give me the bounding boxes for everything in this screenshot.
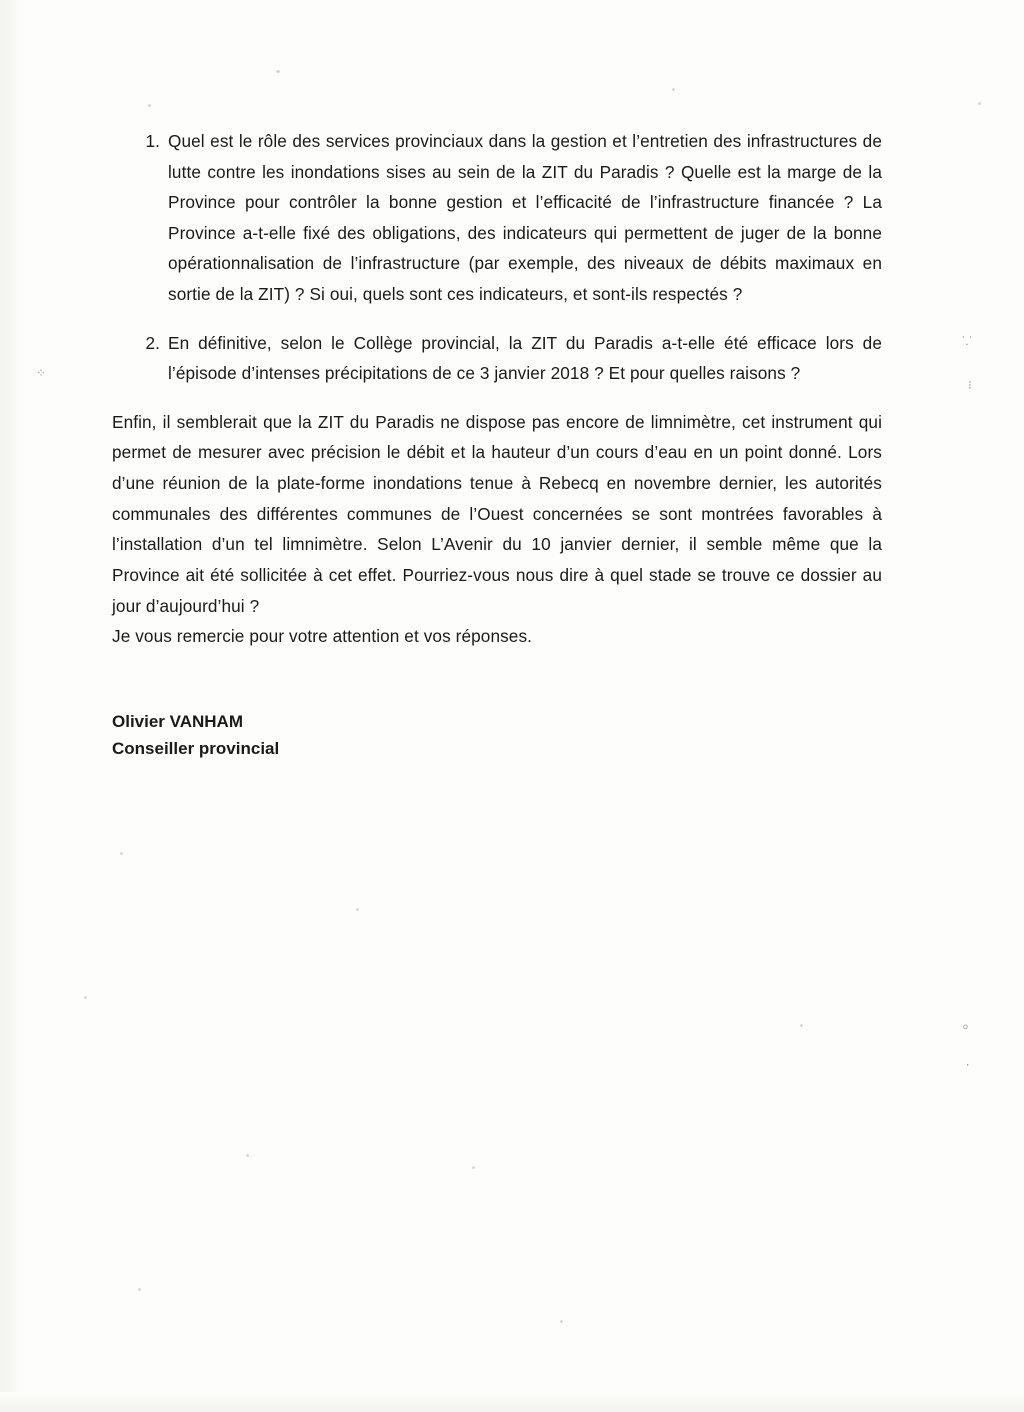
scan-mark: ⁘ [36,366,47,380]
paragraph-limnimetre: Enfin, il semblerait que la ZIT du Paradis ne dispose pas encore de limnimètre, cet instrument qui permet de mesurer avec précision le débit et la hauteur d’un cours d’eau en un point donné. Lors d’une réunion de la plate-forme inondations tenue à Rebecq en novembre dernier, les autorités communales des différentes communes de l’Ouest concernées se sont montrées favorables à l’installation d’un tel limnimètre. Selon L’Avenir du 10 janvier dernier, il semble même que la Province ait été sollicitée à cet effet. Pourriez-vous nous dire à quel stade se trouve ce dossier au jour d’aujourd’hui ? [112,411,882,616]
page-edge-shadow-left [0,0,26,1412]
scan-mark: ⸪ [962,334,972,348]
scan-mark: ⸰ [962,1020,969,1034]
scan-speck [978,102,981,105]
signature-block [112,708,882,763]
scan-speck [120,852,123,855]
scan-speck [560,1320,563,1323]
scan-mark: ⸱ [966,1058,970,1072]
signature-name: Olivier VANHAM [112,711,243,731]
scan-mark: ⁝ [968,378,972,392]
list-item-text: Quel est le rôle des services provinciaux dans la gestion et l’entretien des infrastructures de lutte contre les inondations sises au sein de la ZIT du Paradis ? Quelle est la marge de la Province pour contrôler la bonne gestion et l’efficacité de l’infrastructure financée ? La Province a-t-elle fixé des obligations, des indicateurs qui permettent de juger de la bonne opérationnalisation de l’infrastructure (par exemple, des niveaux de débits maximaux en sortie de la ZIT) ? Si oui, quels sont ces indicateurs, et sont-ils respectés ? [168,131,882,305]
list-item-number: 1. [145,131,160,151]
paragraph-closing: Je vous remercie pour votre attention et vos réponses. [112,626,533,647]
scan-speck [276,70,280,73]
list-item [112,328,882,389]
scan-speck [672,88,675,91]
page-edge-shadow-bottom [0,1392,1024,1412]
document-body [112,126,882,763]
scan-speck [472,1166,475,1169]
list-item-text: En définitive, selon le Collège provincial, la ZIT du Paradis a-t-elle été efficace lors de l’épisode d’intenses précipitations de ce 3 janvier 2018 ? Et pour quelles raisons ? [168,332,882,384]
signature-title: Conseiller provincial [112,739,280,759]
list-item-number: 2. [145,332,160,353]
questions-list [112,126,882,389]
scan-speck [148,104,151,107]
scan-speck [138,1288,141,1291]
scan-speck [356,908,359,911]
scan-speck [246,1154,249,1157]
scan-speck [800,1024,803,1027]
scan-speck [84,996,87,999]
list-item [112,126,882,310]
